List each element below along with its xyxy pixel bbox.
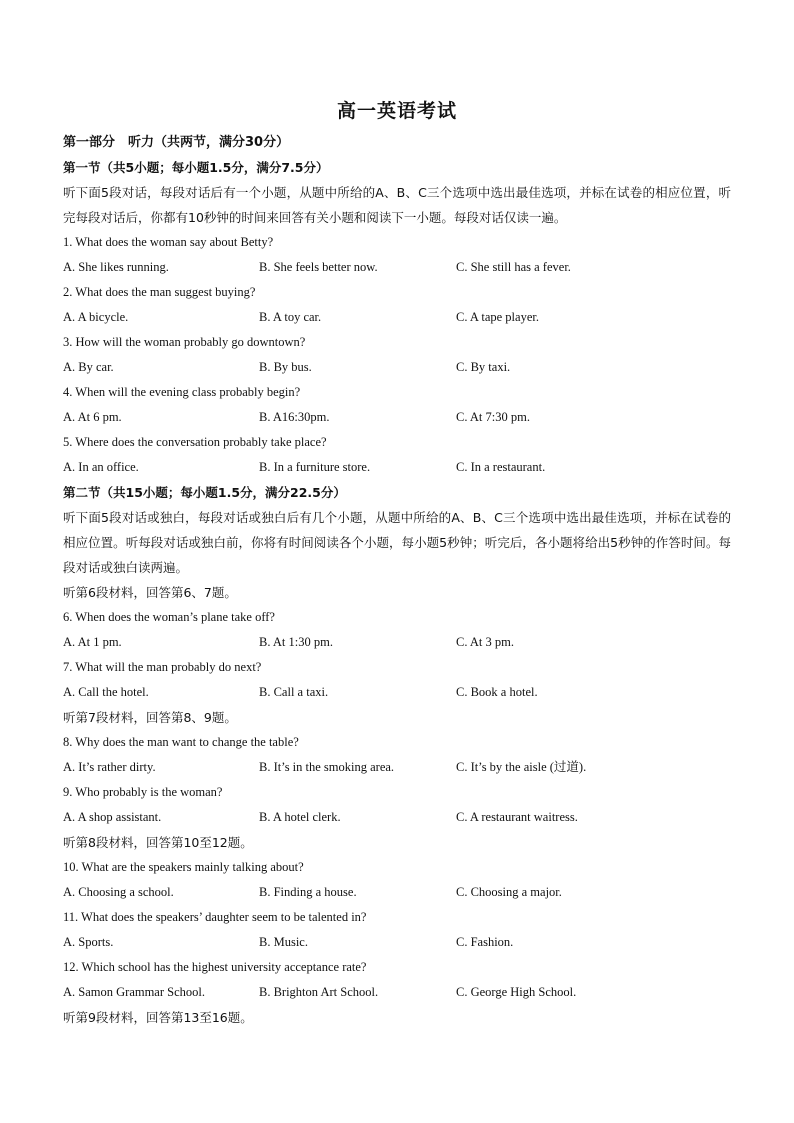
material-8-note: 听第8段材料，回答第10至12题。 (63, 835, 253, 850)
question-11-options (63, 930, 731, 955)
question-7-options (63, 680, 731, 705)
question-9-option-c: C. A restaurant waitress. (456, 810, 578, 824)
question-11-option-c: C. Fashion. (456, 935, 514, 949)
section1-heading: 第一节（共5小题；每小题1.5分，满分7.5分） (63, 160, 329, 175)
question-2-option-a: A. A bicycle. (63, 310, 129, 324)
question-9-option-b: B. A hotel clerk. (259, 810, 341, 824)
section1-instructions: 听下面5段对话，每段对话后有一个小题，从题中所给的A、B、C三个选项中选出最佳选项，并标在试卷的相应位置，听完每段对话后，你都有10秒钟的时间来回答有关小题和阅读下一小题。每段对话仅读一遍。 (63, 185, 731, 225)
question-6-option-c: C. At 3 pm. (456, 635, 514, 649)
question-3-option-a: A. By car. (63, 360, 114, 374)
question-1-stem: 1. What does the woman say about Betty? (63, 235, 274, 249)
question-12-stem: 12. Which school has the highest university acceptance rate? (63, 960, 367, 974)
question-3-stem: 3. How will the woman probably go downtown? (63, 335, 306, 349)
question-3-options (63, 355, 731, 380)
material-7-note: 听第7段材料，回答第8、9题。 (63, 710, 237, 725)
question-4-stem: 4. When will the evening class probably begin? (63, 385, 301, 399)
question-8-options (63, 755, 731, 780)
question-10-stem: 10. What are the speakers mainly talking about? (63, 860, 304, 874)
question-2-stem: 2. What does the man suggest buying? (63, 285, 256, 299)
question-6-options (63, 630, 731, 655)
question-10-option-a: A. Choosing a school. (63, 885, 174, 899)
material-9-note: 听第9段材料，回答第13至16题。 (63, 1010, 253, 1025)
question-12-option-b: B. Brighton Art School. (259, 985, 379, 999)
question-7-stem: 7. What will the man probably do next? (63, 660, 262, 674)
question-6-stem: 6. When does the woman’s plane take off? (63, 610, 275, 624)
question-9-option-a: A. A shop assistant. (63, 810, 162, 824)
question-1-option-a: A. She likes running. (63, 260, 169, 274)
question-8-stem: 8. Why does the man want to change the table? (63, 735, 299, 749)
material-6-note: 听第6段材料，回答第6、7题。 (63, 585, 237, 600)
question-10-options (63, 880, 731, 905)
question-9-stem: 9. Who probably is the woman? (63, 785, 223, 799)
question-5-stem: 5. Where does the conversation probably take place? (63, 435, 327, 449)
question-6-option-b: B. At 1:30 pm. (259, 635, 333, 649)
question-12-option-c: C. George High School. (456, 985, 577, 999)
question-4-option-c: C. At 7:30 pm. (456, 410, 530, 424)
question-9-options (63, 805, 731, 830)
exam-content (63, 130, 731, 1030)
question-5-option-c: C. In a restaurant. (456, 460, 546, 474)
question-3-option-b: B. By bus. (259, 360, 312, 374)
question-8-option-c: C. It’s by the aisle (过道). (456, 760, 587, 774)
question-11-stem: 11. What does the speakers’ daughter seem to be talented in? (63, 910, 367, 924)
question-1-options (63, 255, 731, 280)
question-1-option-b: B. She feels better now. (259, 260, 378, 274)
question-5-option-b: B. In a furniture store. (259, 460, 371, 474)
question-8-option-a: A. It’s rather dirty. (63, 760, 156, 774)
question-12-option-a: A. Samon Grammar School. (63, 985, 205, 999)
question-12-options (63, 980, 731, 1005)
question-7-option-a: A. Call the hotel. (63, 685, 149, 699)
question-10-option-b: B. Finding a house. (259, 885, 357, 899)
part1-heading: 第一部分 听力（共两节，满分30分） (63, 135, 290, 150)
question-2-option-c: C. A tape player. (456, 310, 539, 324)
question-7-option-b: B. Call a taxi. (259, 685, 329, 699)
question-7-option-c: C. Book a hotel. (456, 685, 538, 699)
question-3-option-c: C. By taxi. (456, 360, 511, 374)
question-1-option-c: C. She still has a fever. (456, 260, 571, 274)
question-11-option-b: B. Music. (259, 935, 308, 949)
question-10-option-c: C. Choosing a major. (456, 885, 562, 899)
question-4-option-a: A. At 6 pm. (63, 410, 122, 424)
question-6-option-a: A. At 1 pm. (63, 635, 122, 649)
question-2-options (63, 305, 731, 330)
section2-instructions: 听下面5段对话或独白，每段对话或独白后有几个小题，从题中所给的A、B、C三个选项中选出最佳选项，并标在试卷的相应位置。听每段对话或独白前，你将有时间阅读各个小题，每小题5秒钟；听完后，各小题将给出5秒钟的作答时间。每段对话或独白读两遍。 (63, 510, 731, 575)
section2-heading: 第二节（共15小题；每小题1.5分，满分22.5分） (63, 485, 346, 500)
question-2-option-b: B. A toy car. (259, 310, 322, 324)
question-11-option-a: A. Sports. (63, 935, 114, 949)
question-4-options (63, 405, 731, 430)
question-5-option-a: A. In an office. (63, 460, 139, 474)
question-5-options (63, 455, 731, 480)
exam-title: 高一英语考试 (336, 100, 457, 122)
question-8-option-b: B. It’s in the smoking area. (259, 760, 395, 774)
question-4-option-b: B. A16:30pm. (259, 410, 330, 424)
